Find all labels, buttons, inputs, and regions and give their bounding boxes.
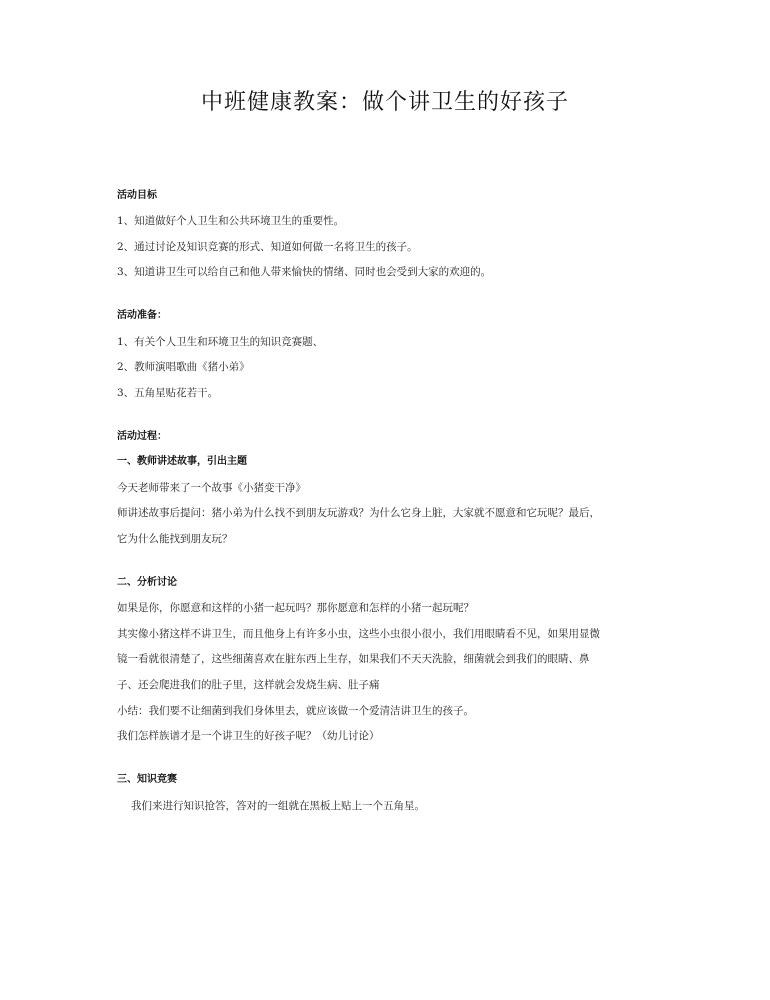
section1-heading: 一、教师讲述故事，引出主题 [117,456,247,467]
goals-heading: 活动目标 [117,190,157,201]
goals-item-1: 1、知道做好个人卫生和公共环境卫生的重要性。 [117,215,345,227]
section3-line-1: 我们来进行知识抢答，答对的一组就在黑板上贴上一个五角星。 [131,800,425,812]
section2-line-1: 如果是你，你愿意和这样的小猪一起玩吗？那你愿意和怎样的小猪一起玩呢？ [117,602,474,614]
preparation-item-3: 3、五角星贴花若干。 [117,387,219,399]
goals-item-2: 2、通过讨论及知识竞赛的形式、知道如何做一名将卫生的孩子。 [117,241,418,253]
preparation-item-2: 2、教师演唱歌曲《猪小弟》 [117,361,250,373]
section1-line-1: 今天老师带来了一个故事《小猪变干净》 [117,482,306,494]
section2-heading: 二、分析讨论 [117,577,177,588]
process-heading: 活动过程： [117,431,167,442]
preparation-heading: 活动准备： [117,310,167,321]
goals-item-3: 3、知道讲卫生可以给自己和他人带来愉快的情绪、同时也会受到大家的欢迎的。 [117,266,492,278]
section2-line-4: 子、还会爬进我们的肚子里，这样就会发烧生病、肚子痛 [117,679,380,691]
section2-line-5: 小结：我们要不让细菌到我们身体里去，就应该做一个爱清洁讲卫生的孩子。 [117,705,474,717]
section1-line-2: 师讲述故事后提问：猪小弟为什么找不到朋友玩游戏？为什么它身上脏，大家就不愿意和它玩呢？最后， [117,507,600,519]
section2-line-2: 其实像小猪这样不讲卫生，而且他身上有许多小虫，这些小虫很小很小，我们用眼睛看不见，如果用显微 [117,628,600,640]
section2-line-6: 我们怎样族谱才是一个讲卫生的好孩子呢？（幼儿讨论） [117,730,380,742]
section1-line-3: 它为什么能找到朋友玩？ [117,533,233,545]
page-title: 中班健康教案：做个讲卫生的好孩子 [200,90,569,115]
preparation-item-1: 1、有关个人卫生和环境卫生的知识竞赛题、 [117,336,324,348]
section3-heading: 三、知识竞赛 [117,774,177,785]
section2-line-3: 镜一看就很清楚了，这些细菌喜欢在脏东西上生存，如果我们不天天洗脸，细菌就会到我们的眼睛、鼻 [117,653,590,665]
